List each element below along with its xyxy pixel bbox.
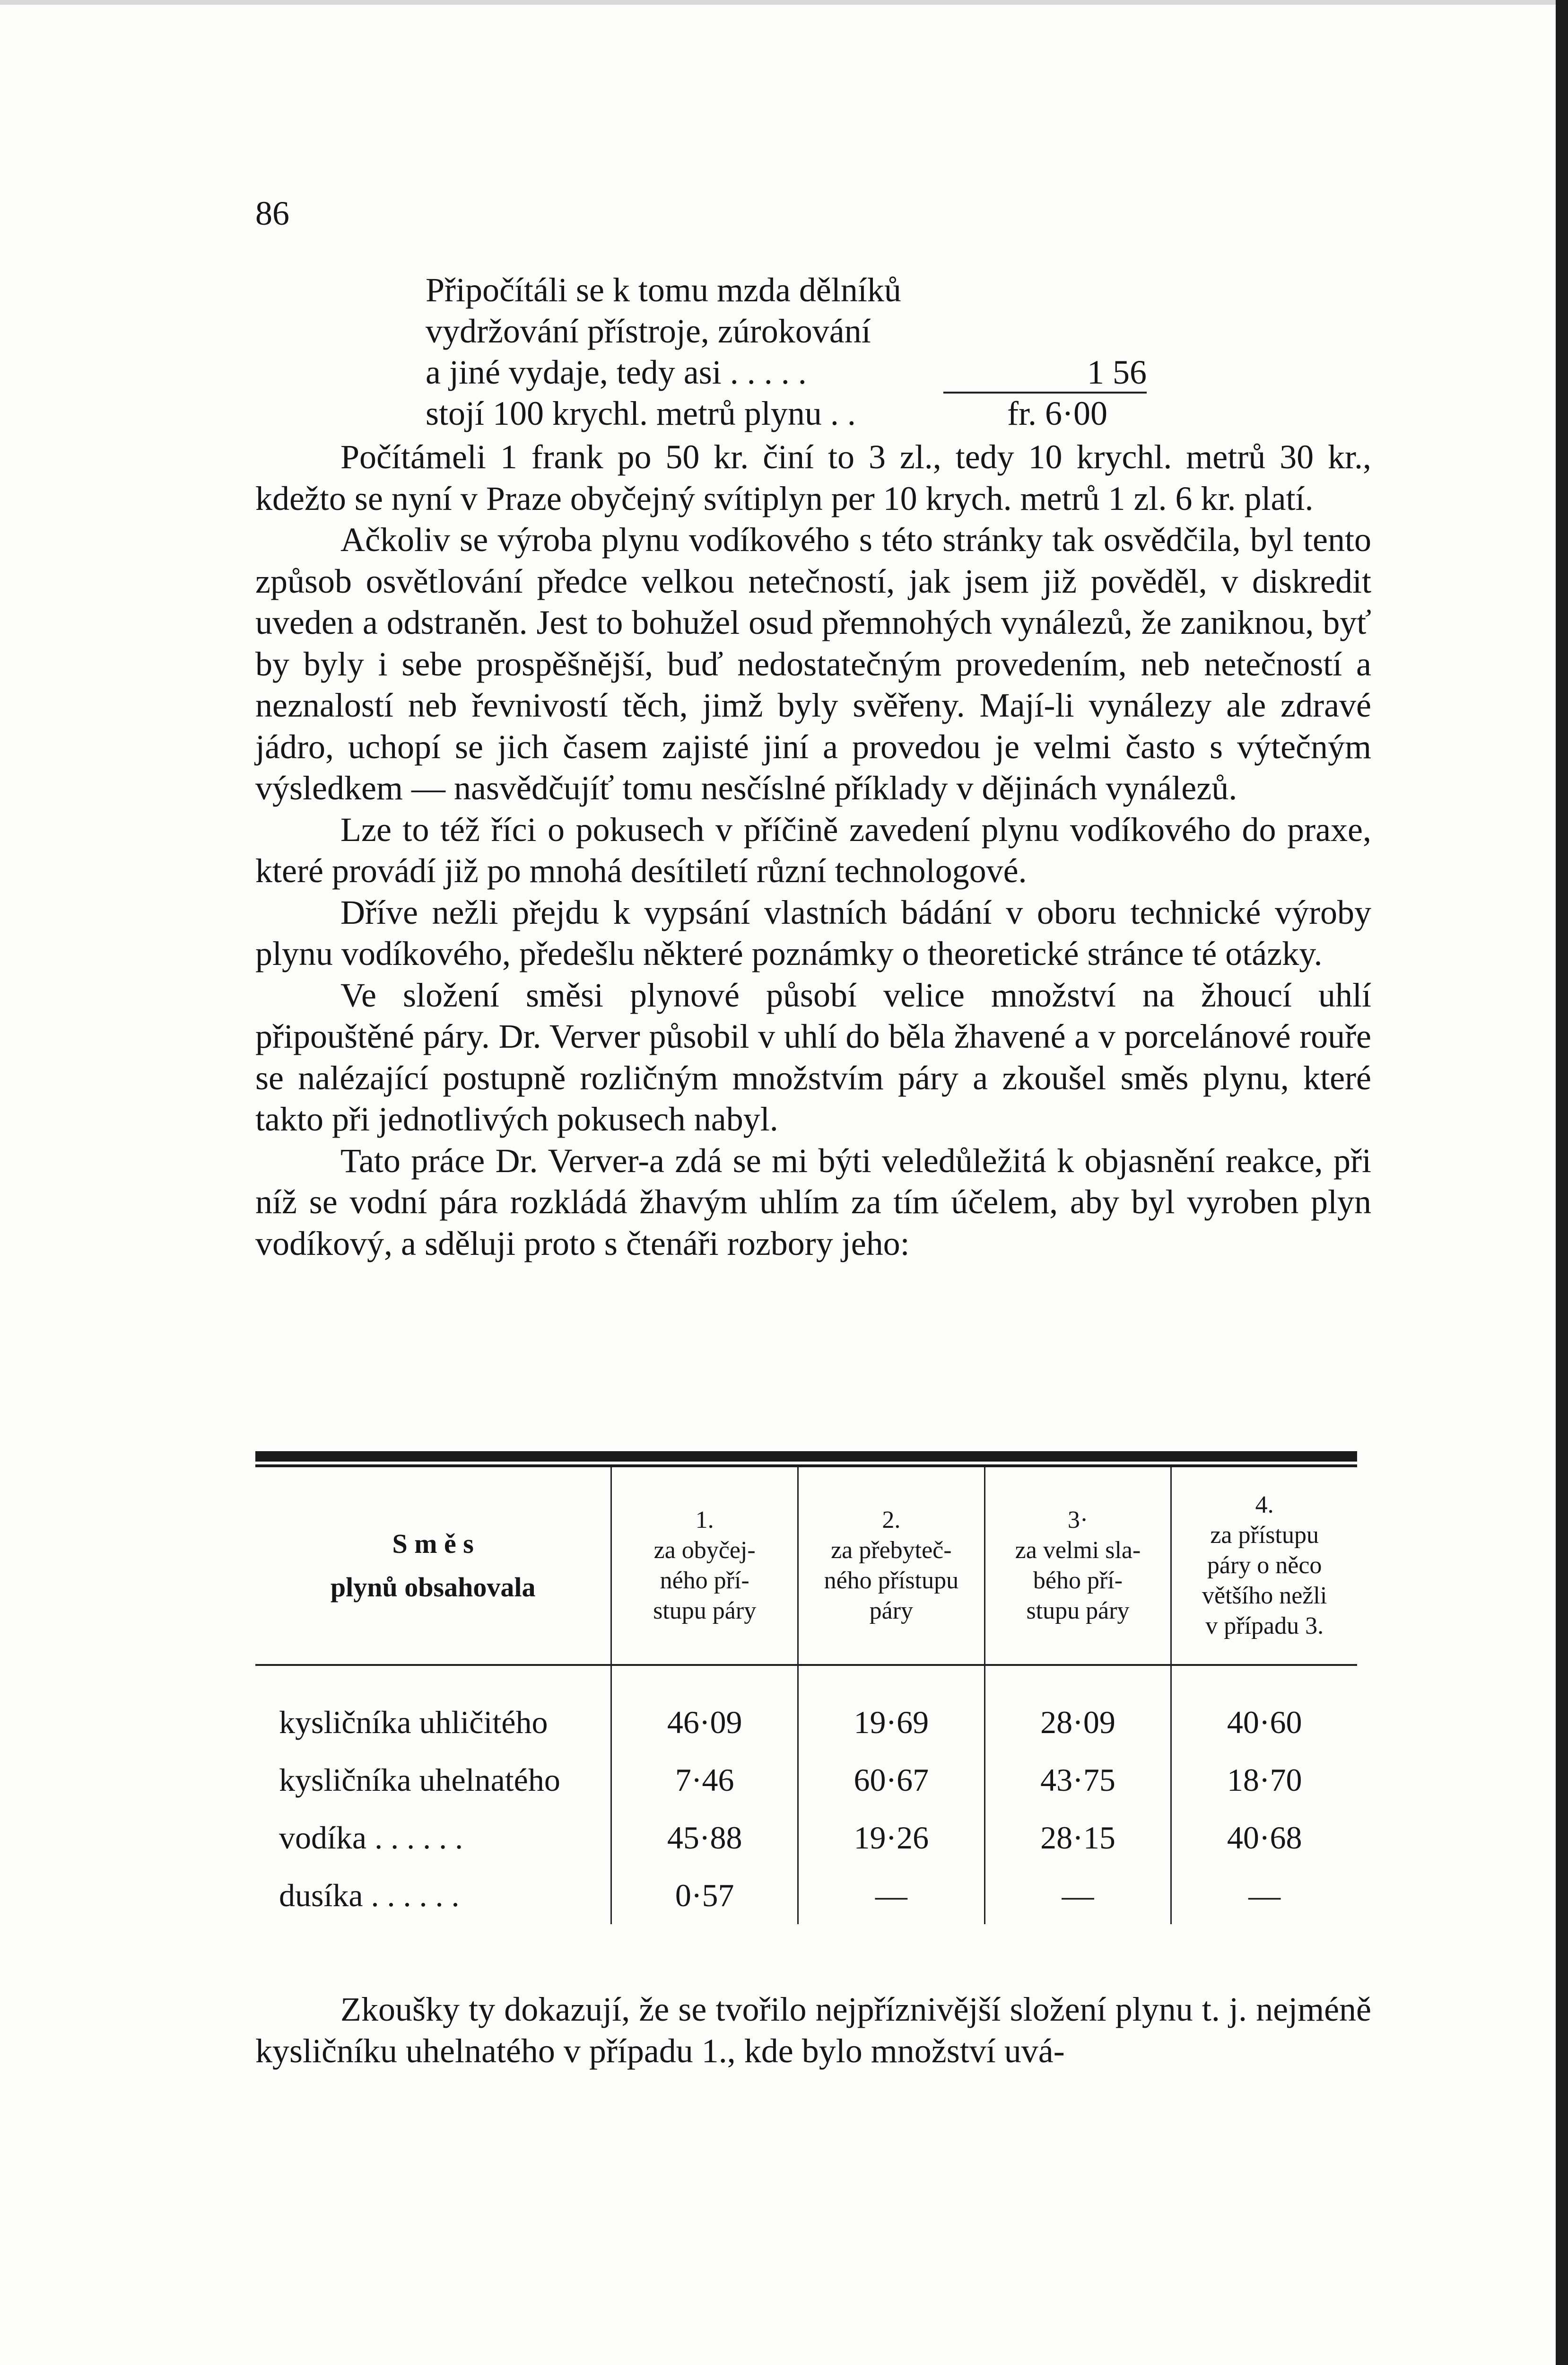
paragraph: Dříve nežli přejdu k vypsání vlastních bádání v oboru technické výroby plynu vodíkového, předešlu některé poznámky o theoretické stránce té otázky. [255,893,1371,972]
spacer-cell [255,1665,611,1693]
cost-ledger [426,271,1229,435]
row-label: dusíka . . . . . . [279,1877,460,1913]
ledger-text: stojí 100 krychl. metrů plynu . . [426,394,856,432]
ledger-total: fr. 6·00 [1007,394,1107,432]
header-line: 4. [1255,1491,1274,1518]
paragraph: Počítámeli 1 frank po 50 kr. činí to 3 zl., tedy 10 krychl. metrů 30 kr., kdežto se nyní v Praze obyčejný svítiplyn per 10 krych. metrů 1 zl. 6 kr. platí. [255,438,1371,517]
gas-composition-table [255,1451,1357,1924]
spacer-cell [1171,1665,1357,1693]
row-label: vodíka . . . . . . [279,1820,463,1856]
table-row [255,1693,1357,1751]
header-line: za obyčej- [653,1537,756,1564]
cell-value: 19·26 [798,1809,984,1866]
header-col-3 [984,1467,1171,1665]
header-line: 2. [882,1507,901,1533]
header-line: ného pří- [660,1567,749,1594]
ledger-amount: 1 56 [1087,353,1147,391]
cell-value: 7·46 [611,1751,798,1809]
header-col-1 [611,1467,798,1665]
table-row [255,1751,1357,1809]
spacer-cell [984,1665,1171,1693]
header-line: 1. [695,1507,714,1533]
header-col-4 [1171,1467,1357,1665]
header-line: stupu páry [1026,1597,1130,1624]
cell-value: 28·15 [984,1809,1171,1866]
header-line: většího nežli [1202,1582,1327,1609]
body-text-upper [255,437,1371,1264]
table-top-rule [255,1451,1357,1462]
table-row [255,1809,1357,1866]
ledger-text: vydržování přístroje, zúrokování [426,312,871,350]
table-spacer-row [255,1665,1357,1693]
header-line: stupu páry [653,1597,757,1624]
header-line: páry [869,1597,914,1624]
ledger-line [426,312,1229,353]
header-line: za velmi sla- [1015,1537,1141,1564]
ledger-text: Připočítáli se k tomu mzda dělníků [426,271,901,309]
header-line: bého pří- [1033,1567,1123,1594]
body-text-lower [255,1989,1371,2072]
header-line: 3· [1067,1507,1089,1533]
cell-value: 19·69 [798,1693,984,1751]
row-label: kysličníka uhelnatého [279,1762,560,1798]
header-line: za přebyteč- [831,1537,952,1564]
cell-value: — [984,1866,1171,1924]
sum-rule [943,392,1147,394]
paragraph: Lze to též říci o pokusech v příčině zavedení plynu vodíkového do praxe, které provádí již po mnohá desítiletí různí technologové. [255,810,1371,890]
data-table [255,1467,1357,1924]
cell-value: 43·75 [984,1751,1171,1809]
cell-value: — [798,1866,984,1924]
spacer-cell [798,1665,984,1693]
cell-value: 18·70 [1171,1751,1357,1809]
header-line: ného přístupu [824,1567,959,1594]
header-line: za přístupu [1210,1522,1319,1549]
header-mixture-line: S m ě s [392,1528,474,1559]
page-number: 86 [255,194,289,232]
ledger-line [426,271,1229,312]
paragraph: Ačkoliv se výroba plynu vodíkového s této stránky tak osvědčila, byl tento způsob osvětlování předce velkou netečností, jak jsem již pověděl, v diskredit uveden a odstraněn. Jest to bohužel osud přemnohých vynálezů, že zaniknou, byť by byly i sebe prospěšnější, buď nedostatečným provedením, neb netečností a neznalostí neb řevnivostí těch, jimž byly svěřeny. Mají-li vynálezy ale zdravé jádro, uchopí se jich časem zajisté jiní a provedou je velmi často s výtečným výsledkem — nasvědčujíť tomu nesčíslné příklady v dějinách vynálezů. [255,521,1371,807]
header-line: páry o něco [1207,1552,1322,1579]
paragraph: Zkoušky ty dokazují, že se tvořilo nejpříznivější složení plynu t. j. nejméně kysličníku uhelnatého v případu 1., kde bylo množství uvá- [255,1990,1371,2070]
ledger-line [426,394,1229,435]
page-top-shadow [0,0,1568,5]
paragraph: Tato práce Dr. Verver-a zdá se mi býti veledůležitá k objasnění reakce, při níž se vodní pára rozkládá žhavým uhlím za tím účelem, aby byl vyroben plyn vodíkový, a sděluji proto s čtenáři rozbory jeho: [255,1141,1371,1262]
cell-value: — [1171,1866,1357,1924]
cell-value: 0·57 [611,1866,798,1924]
cell-value: 40·68 [1171,1809,1357,1866]
spacer-cell [611,1665,798,1693]
cell-value: 46·09 [611,1693,798,1751]
ledger-text: a jiné vydaje, tedy asi . . . . . [426,353,807,391]
table-header-row [255,1467,1357,1665]
page-edge-shadow [1556,0,1568,2365]
header-mixture-line: plynů obsahovala [330,1572,536,1603]
paragraph: Ve složení směsi plynové působí velice množství na žhoucí uhlí připouštěné páry. Dr. Verver působil v uhlí do běla žhavené a v porcelánové rouře se nalézající postupně rozličným množstvím páry a zkoušel směs plynu, které takto při jednotlivých pokusech nabyl. [255,976,1371,1138]
header-line: v případu 3. [1205,1612,1324,1639]
cell-value: 40·60 [1171,1693,1357,1751]
cell-value: 45·88 [611,1809,798,1866]
header-mixture [255,1467,611,1665]
table-row [255,1866,1357,1924]
cell-value: 60·67 [798,1751,984,1809]
ledger-line [426,353,1229,394]
header-col-2 [798,1467,984,1665]
row-label: kysličníka uhličitého [279,1704,548,1740]
cell-value: 28·09 [984,1693,1171,1751]
